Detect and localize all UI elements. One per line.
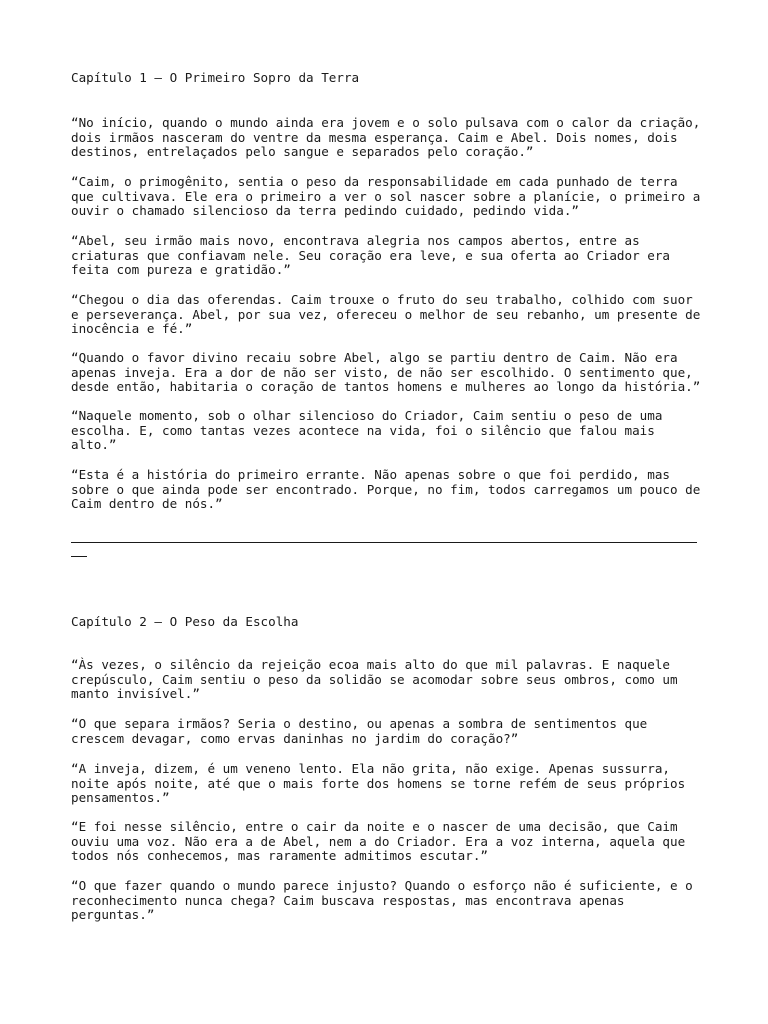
chapter-1-paragraph-6: “Naquele momento, sob o olhar silencioso do Criador, Caim sentiu o peso de uma escolha. E, como tantas vezes acontece na vida, foi o silêncio que falou mais alto.”: [71, 408, 663, 453]
chapter-1-paragraph-3: “Abel, seu irmão mais novo, encontrava alegria nos campos abertos, entre as criaturas que confiavam nele. Seu coração era leve, e sua oferta ao Criador era feita com pureza e gratidão.”: [71, 233, 670, 278]
chapter-1-paragraph-2: “Caim, o primogênito, sentia o peso da responsabilidade em cada punhado de terra que cultivava. Ele era o primeiro a ver o sol nascer sobre a planície, o primeiro a ouvir o chamado silencioso da terra pedindo cuidado, pedindo vida.”: [71, 174, 701, 219]
chapter-2-paragraph-2: “O que separa irmãos? Seria o destino, ou apenas a sombra de sentimentos que crescem devagar, como ervas daninhas no jardim do coração?”: [71, 716, 648, 746]
chapter-1-paragraph-5: “Quando o favor divino recaiu sobre Abel, algo se partiu dentro de Caim. Não era apenas inveja. Era a dor de não ser visto, de não ser escolhido. O sentimento que, desde então, habitaria o coração de tantos homens e mulheres ao longo da história.”: [71, 350, 701, 395]
chapter-2-paragraph-3: “A inveja, dizem, é um veneno lento. Ela não grita, não exige. Apenas sussurra, noite após noite, até que o mais forte dos homens se torne refém de seus próprios pensamentos.”: [71, 761, 686, 806]
chapter-1-paragraph-1: “No início, quando o mundo ainda era jovem e o solo pulsava com o calor da criação, dois irmãos nasceram do ventre da mesma esperança. Caim e Abel. Dois nomes, dois destinos, entrelaçados pelo sangue e separados pelo coração.”: [71, 115, 701, 160]
chapter-2-paragraph-5: “O que fazer quando o mundo parece injusto? Quando o esforço não é suficiente, e o reconhecimento nunca chega? Caim buscava respostas, mas encontrava apenas perguntas.”: [71, 878, 693, 923]
chapter-1-paragraph-7: “Esta é a história do primeiro errante. Não apenas sobre o que foi perdido, mas sobre o que ainda pode ser encontrado. Porque, no fim, todos carregamos um pouco de Caim dentro de nós.”: [71, 467, 701, 512]
divider-line-wrap: [71, 556, 87, 557]
section-divider: [71, 542, 699, 557]
chapter-2-paragraph-1: “Às vezes, o silêncio da rejeição ecoa mais alto do que mil palavras. E naquele crepúsculo, Caim sentiu o peso da solidão se acomodar sobre seus ombros, como um manto invisível.”: [71, 657, 678, 702]
chapter-2-paragraph-4: “E foi nesse silêncio, entre o cair da noite e o nascer de uma decisão, que Caim ouviu uma voz. Não era a de Abel, nem a do Criador. Era a voz interna, aquela que todos nós conhecemos, mas raramente admitimos escutar.”: [71, 819, 686, 864]
chapter-1-paragraph-4: “Chegou o dia das oferendas. Caim trouxe o fruto do seu trabalho, colhido com suor e perseverança. Abel, por sua vez, ofereceu o melhor de seu rebanho, um presente de inocência e fé.”: [71, 292, 701, 337]
divider-line: [71, 542, 697, 543]
chapter-1-title: Capítulo 1 – O Primeiro Sopro da Terra: [71, 70, 360, 85]
chapter-2: [71, 614, 693, 923]
chapter-2-title: Capítulo 2 – O Peso da Escolha: [71, 614, 299, 629]
chapter-1: [71, 70, 701, 512]
